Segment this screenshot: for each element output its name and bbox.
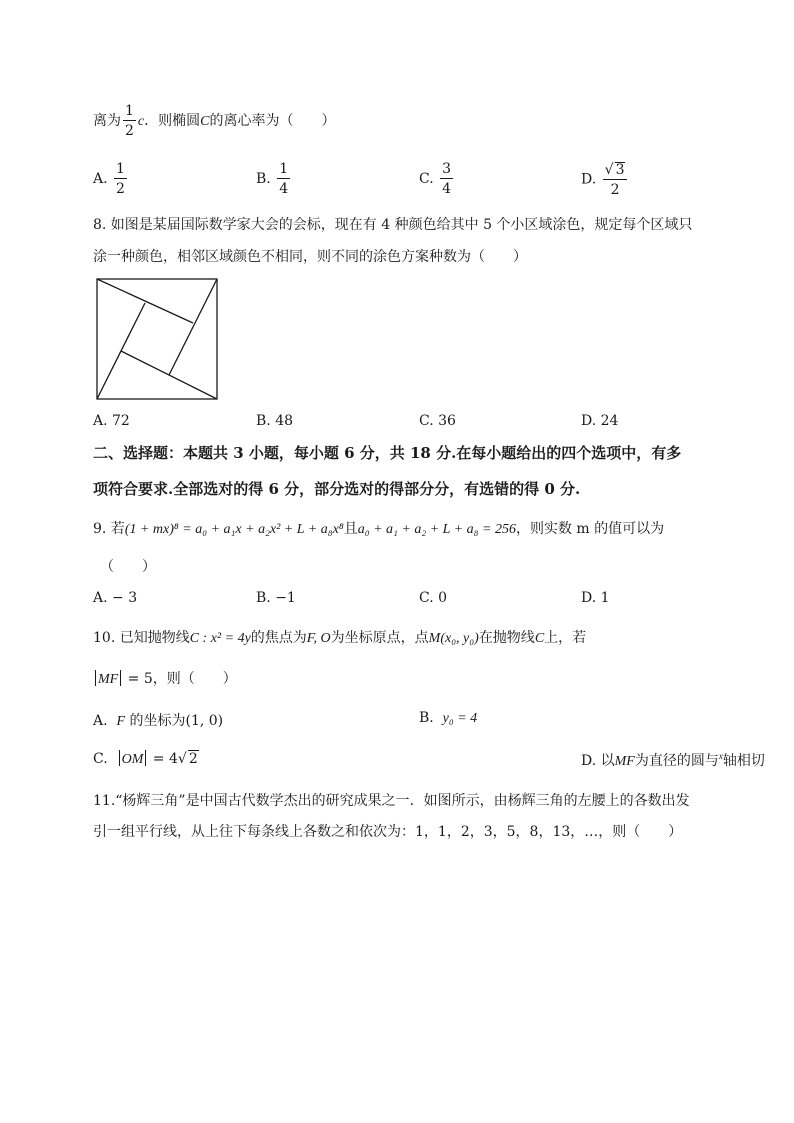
q7-option-b — [256, 162, 292, 196]
q10-optD-x: x — [718, 751, 723, 761]
q7-option-a-frac — [114, 162, 127, 196]
abs-bar — [119, 750, 120, 766]
abs-bar — [120, 670, 121, 686]
q8-line1: 8. 如图是某届国际数学家大会的会标，现在有 4 种颜色给其中 5 个小区域涂色，规定每个区域只 — [93, 217, 693, 233]
q7-option-a — [93, 162, 129, 196]
q9-option-b: B. −1 — [256, 590, 296, 606]
q10-option-c: C. OM = 4√ 2 — [93, 751, 198, 767]
congress-emblem-figure — [96, 278, 218, 400]
option-label: D. 以 — [581, 753, 615, 769]
frac-num: 3 — [442, 161, 452, 177]
q8-option-a: A. 72 — [93, 413, 130, 429]
q11-line1: 11.“杨辉三角”是中国古代数学杰出的研究成果之一．如图所示，由杨辉三角的左腰上的各数出发 — [93, 793, 690, 809]
frac-den: 4 — [442, 181, 452, 197]
q10-mid2: 为坐标原点，点 — [330, 630, 429, 646]
q10-fo: F, O — [306, 631, 331, 646]
q9-equation: (1 + mx)⁸ = a₀ + a₁x + a₂x² + L + a₈x⁸ — [124, 522, 344, 537]
frac-den: 4 — [279, 181, 289, 197]
section2-heading-line1: 二、选择题：本题共 3 小题，每小题 6 分，共 18 分.在每小题给出的四个选项中，有多 — [93, 444, 682, 462]
q7-var-C: C — [200, 114, 210, 129]
q9-mid: 且 — [343, 521, 358, 537]
frac-den: 2 — [610, 182, 620, 198]
q7-option-d-frac — [603, 162, 628, 197]
option-label: B. — [256, 171, 271, 187]
q9-stem — [93, 518, 664, 538]
q7-stem-prefix: 离为 — [93, 113, 121, 129]
q10-optD-suffix: 轴相切 — [722, 753, 765, 769]
q7-option-b-frac — [277, 162, 290, 196]
option-label: B. — [419, 710, 434, 726]
q7-stem-mid: ．则椭圆 — [144, 113, 201, 129]
emblem-line-1 — [97, 279, 193, 323]
q10-mid3: 在抛物线 — [478, 630, 535, 646]
q9-suffix: ，则实数 m 的值可以为 — [515, 521, 665, 537]
q10-optB-val: y₀ = 4 — [442, 711, 478, 726]
q10-optA-val: (1, 0) — [185, 713, 224, 729]
q10-eq: = 5，则（ ） — [123, 671, 237, 687]
q10-mf: MF — [98, 672, 119, 687]
sqrt-radicand: 3 — [615, 162, 625, 178]
emblem-line-2 — [169, 279, 217, 375]
q10-suffix: 上，若 — [544, 630, 587, 646]
q10-option-b — [419, 710, 477, 727]
emblem-line-4 — [97, 303, 145, 399]
q8-option-d: D. 24 — [581, 413, 619, 429]
q10-optD-mf: MF — [614, 754, 635, 769]
q10-parabola: C : x² = 4y — [189, 631, 251, 646]
q8-line2: 涂一种颜色，相邻区域颜色不相同，则不同的涂色方案种数为（ ） — [93, 249, 527, 265]
q10-stem — [93, 627, 586, 647]
option-label: A. — [93, 713, 108, 729]
q10-point-m: M(x₀, y₀) — [428, 631, 479, 646]
q7-option-c — [419, 162, 455, 196]
option-label: C. — [93, 751, 108, 767]
option-label: A. — [93, 171, 108, 187]
q10-optA-text: 的坐标为 — [125, 713, 186, 729]
q10-line2 — [93, 668, 237, 688]
section2-heading-line2: 项符合要求.全部选对的得 6 分，部分选对的得部分分，有选错的得 0 分. — [93, 480, 581, 498]
q7-fraction — [123, 104, 136, 138]
abs-bar — [145, 750, 146, 766]
q9-line2: （ ） — [100, 559, 156, 575]
frac-den: 2 — [116, 181, 125, 197]
q8-option-c: C. 36 — [419, 413, 456, 429]
q10-option-d — [581, 750, 765, 770]
q9-condition: a₀ + a₁ + a₂ + L + a₈ = 256 — [357, 522, 516, 537]
q10-optC-sqrt: 2 — [188, 751, 198, 767]
q8-option-b: B. 48 — [256, 413, 294, 429]
q7-option-d — [581, 162, 629, 197]
abs-bar — [95, 670, 96, 686]
q10-option-a — [93, 710, 223, 730]
q9-option-d: D. 1 — [581, 590, 610, 606]
frac-num: 1 — [279, 161, 289, 177]
option-label: C. — [419, 171, 434, 187]
q9-number: 9. 若 — [93, 521, 125, 537]
q10-optC-eq: = 4 — [148, 751, 178, 767]
q7-stem — [93, 104, 335, 138]
q7-frac-num: 1 — [125, 103, 134, 119]
emblem-line-3 — [121, 351, 217, 399]
q10-optC-om: OM — [121, 752, 144, 767]
q9-option-c: C. 0 — [419, 590, 448, 606]
frac-num: 1 — [116, 161, 125, 177]
q10-optD-mid: 为直径的圆与 — [634, 753, 719, 769]
q7-frac-den: 2 — [125, 123, 134, 139]
q10-var-C: C — [534, 631, 545, 646]
q10-mid1: 的焦点为 — [250, 630, 307, 646]
q10-prefix: 10. 已知抛物线 — [93, 630, 190, 646]
sqrt-sign: √ — [604, 162, 614, 178]
frac-num — [603, 162, 628, 180]
q7-option-c-frac — [440, 162, 453, 196]
q9-option-a: A. − 3 — [93, 590, 138, 606]
option-label: D. — [581, 171, 597, 188]
q11-line2: 引一组平行线，从上往下每条线上各数之和依次为：1，1，2，3，5，8，13，…，则（ ） — [93, 824, 683, 840]
q7-var-c: c — [137, 114, 145, 129]
outer-square — [97, 279, 217, 399]
q10-optA-F: F — [116, 714, 126, 729]
q7-stem-suffix: 的离心率为（ ） — [209, 113, 336, 129]
